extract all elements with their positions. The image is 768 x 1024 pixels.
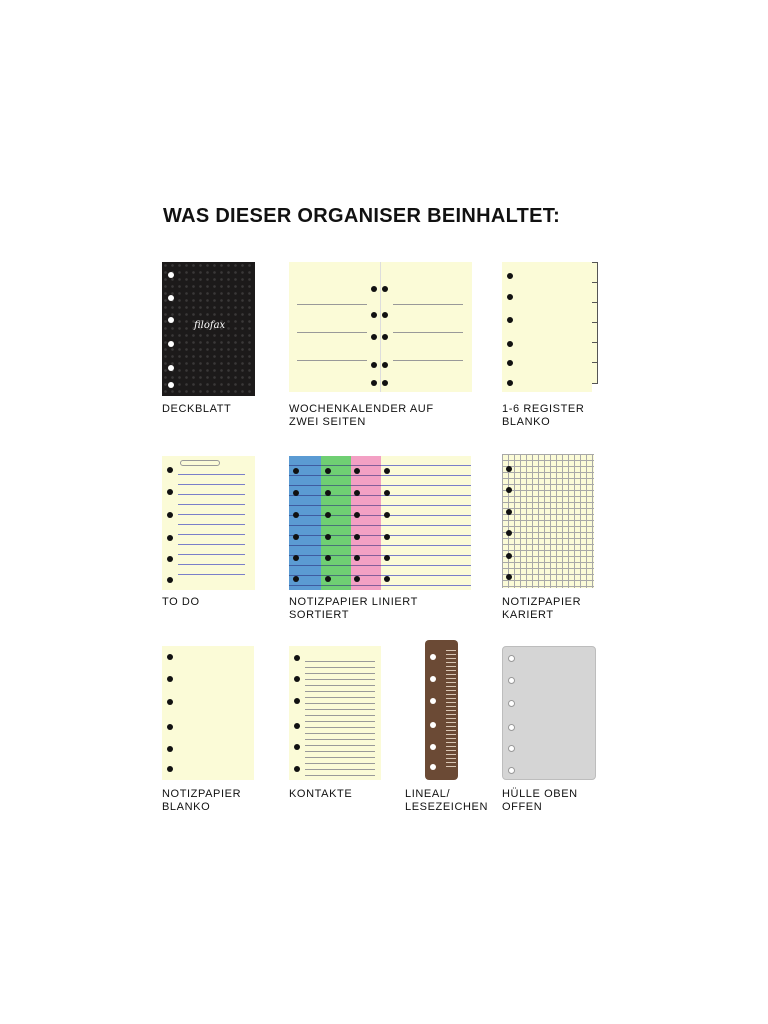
item-label: 1-6 REGISTER BLANKO bbox=[502, 403, 585, 428]
ruler-bookmark-thumbnail bbox=[425, 640, 458, 780]
item-label: TO DO bbox=[162, 596, 200, 608]
sleeve-thumbnail bbox=[502, 646, 596, 780]
item-label: NOTIZPAPIER LINIERT SORTIERT bbox=[289, 596, 418, 621]
page-title: WAS DIESER ORGANISER BEINHALTET: bbox=[163, 205, 561, 227]
item-label: WOCHENKALENDER AUF ZWEI SEITEN bbox=[289, 403, 434, 428]
register-thumbnail bbox=[502, 262, 592, 392]
blank-notepaper-thumbnail bbox=[162, 646, 254, 780]
grid-notepaper-thumbnail bbox=[502, 454, 594, 588]
item-label: NOTIZPAPIER BLANKO bbox=[162, 788, 242, 813]
ruled-notepaper-thumbnail bbox=[289, 456, 471, 590]
item-label: KONTAKTE bbox=[289, 788, 353, 800]
filofax-logo: filofax bbox=[194, 320, 226, 331]
weekly-calendar-thumbnail bbox=[289, 262, 472, 392]
item-label: HÜLLE OBEN OFFEN bbox=[502, 788, 578, 813]
todo-thumbnail bbox=[162, 456, 255, 590]
item-label: NOTIZPAPIER KARIERT bbox=[502, 596, 582, 621]
item-label: DECKBLATT bbox=[162, 403, 232, 415]
item-label: LINEAL/ LESEZEICHEN bbox=[405, 788, 489, 813]
cover-thumbnail bbox=[162, 262, 255, 396]
contacts-thumbnail bbox=[289, 646, 381, 780]
